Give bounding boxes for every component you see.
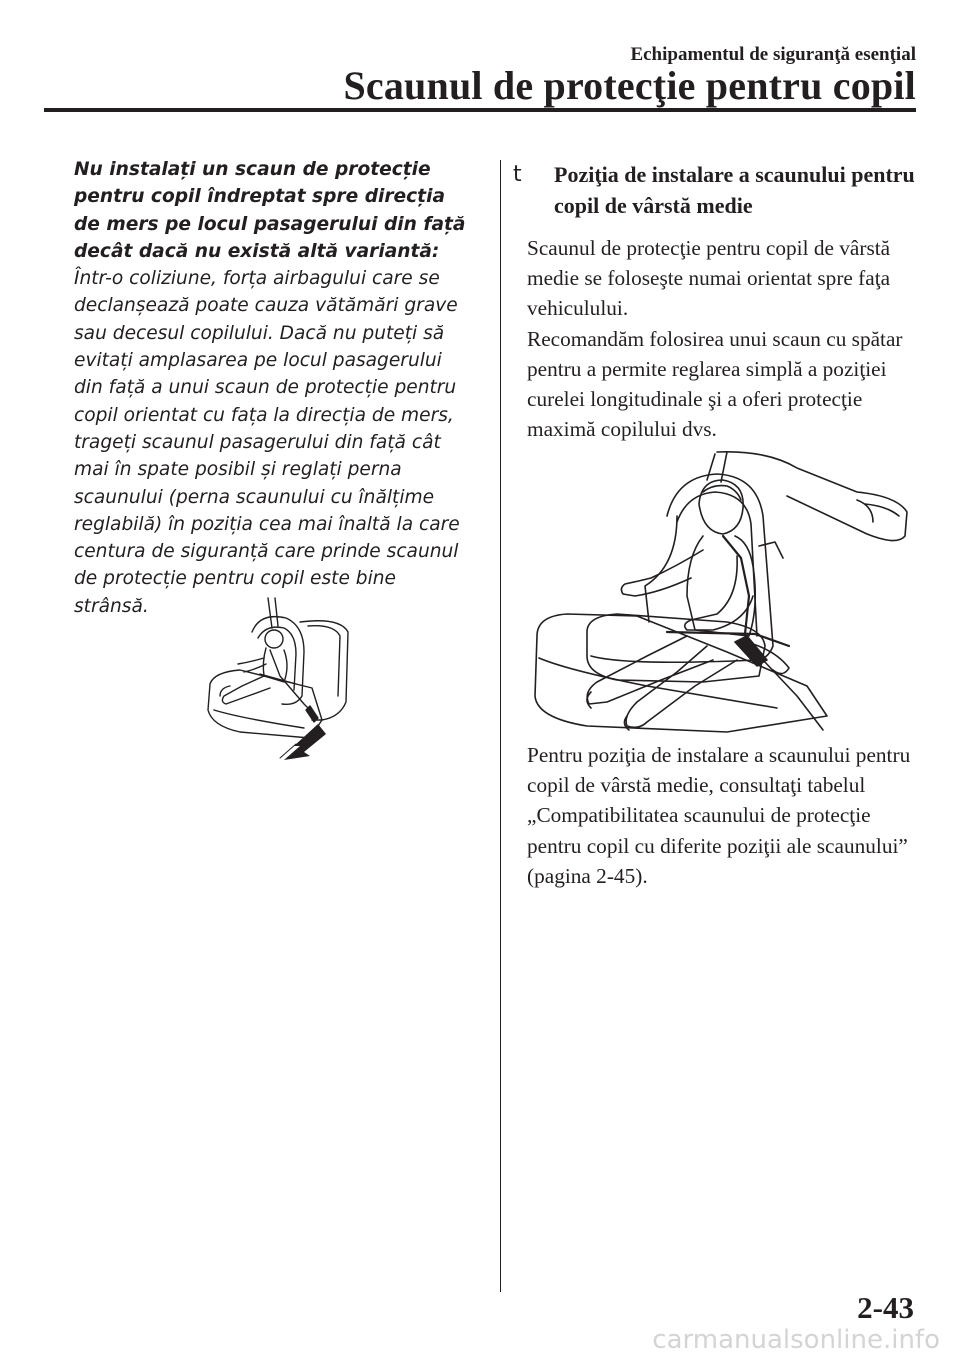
page-number: 2-43 — [857, 1290, 914, 1325]
paragraph-compatibility-reference: Pentru poziţia de instalare a scaunului pentru copil de vârstă medie, consultaţi tabelul „Compatibilitatea scaunului de protecţie pentru copil cu diferite poziţii ale scaunului” (pagina 2-45). — [527, 743, 911, 888]
warning-column — [74, 156, 474, 620]
instructions-column — [513, 160, 927, 444]
page-title: Scaunul de protecţie pentru copil — [343, 63, 916, 108]
booster-seat-illustration — [527, 446, 917, 736]
paragraph-orientation: Scaunul de protecţie pentru copil de vârstă medie se foloseşte numai orientat spre faţa vehiculului. — [527, 236, 891, 321]
warning-heading: Nu instalați un scaun de protecție pentru copil îndreptat spre direcția de mers pe locul pasagerului din față decât dacă nu există altă variantă: — [74, 159, 466, 262]
column-divider — [500, 160, 501, 1292]
site-watermark: carmanualsonline.info — [652, 1325, 940, 1355]
section-heading-text: Poziţia de instalare a scaunului pentru copil de vârstă medie — [554, 162, 915, 218]
chapter-title: Echipamentul de siguranţă esenţial — [630, 44, 916, 65]
section-heading — [513, 160, 927, 221]
section-bullet-icon: t — [513, 162, 522, 187]
warning-body: Într-o coliziune, forța airbagului care se declanșează poate cauza vătămări grave sau decesul copilului. Dacă nu puteți să evitați amplasarea pe locul pasagerului din față a unui scaun de protecție pentru copil orientat cu fața la direcția de mers, trageți scaunul pasagerului din față cât mai în spate posibil și reglați perna scaunului (perna scaunului cu înălțime reglabilă) în poziția cea mai înaltă la care centura de siguranță care prinde scaunul de protecție pentru copil este bine strânsă. — [74, 268, 460, 617]
paragraph-recommendation: Recomandăm folosirea unui scaun cu spătar pentru a permite reglarea simplă a poziţiei curelei longitudinale şi a oferi protecţie maximă copilului dvs. — [527, 326, 903, 442]
forward-facing-child-seat-illustration — [200, 592, 360, 762]
header-rule — [44, 108, 916, 112]
